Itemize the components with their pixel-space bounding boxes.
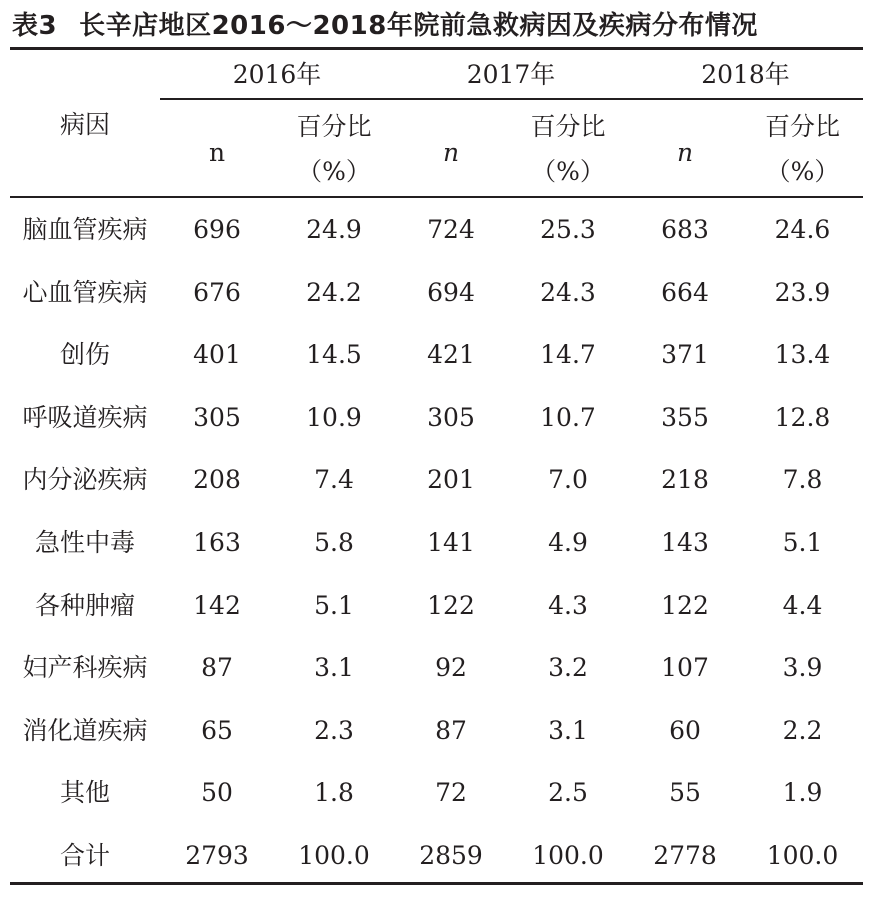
row-count-2017: 87	[435, 716, 467, 745]
header-n-2017: n	[442, 138, 460, 167]
row-cause: 其他	[59, 778, 110, 807]
row-percent-2016: 100.0	[298, 841, 370, 870]
row-percent-2018: 7.8	[782, 465, 823, 494]
header-percent-unit-2018: （%）	[765, 157, 840, 186]
row-count-2018: 143	[661, 528, 709, 557]
row-cause: 合计	[59, 841, 110, 870]
row-cause: 妇产科疾病	[22, 653, 148, 682]
row-count-2018: 683	[661, 215, 709, 244]
row-cause: 内分泌疾病	[22, 465, 148, 494]
row-count-2018: 60	[669, 716, 701, 745]
year-underline	[160, 98, 863, 100]
row-percent-2018: 24.6	[774, 215, 831, 244]
row-count-2017: 92	[435, 653, 467, 682]
row-count-2016: 163	[193, 528, 241, 557]
row-percent-2017: 4.9	[548, 528, 588, 557]
row-percent-2018: 13.4	[774, 340, 831, 369]
row-cause: 呼吸道疾病	[22, 403, 148, 432]
header-year-2016: 2016年	[232, 60, 322, 89]
row-percent-2017: 2.5	[548, 778, 588, 807]
top-rule	[10, 47, 863, 50]
header-n-2016: n	[208, 138, 226, 167]
row-percent-2018: 5.1	[782, 528, 823, 557]
row-percent-2016: 5.1	[314, 591, 354, 620]
row-count-2016: 142	[193, 591, 241, 620]
row-percent-2017: 7.0	[548, 465, 588, 494]
row-percent-2016: 2.3	[314, 716, 354, 745]
row-count-2017: 421	[427, 340, 475, 369]
row-percent-2018: 4.4	[782, 591, 823, 620]
header-bottom-rule	[10, 196, 863, 198]
row-count-2018: 122	[661, 591, 709, 620]
row-percent-2016: 3.1	[314, 653, 354, 682]
row-percent-2017: 4.3	[548, 591, 588, 620]
bottom-rule	[10, 882, 863, 885]
row-count-2017: 122	[427, 591, 475, 620]
row-cause: 创伤	[59, 340, 110, 369]
header-percent-2018: 百分比	[764, 112, 840, 141]
header-year-2018: 2018年	[701, 60, 790, 89]
row-percent-2017: 24.3	[540, 278, 596, 307]
row-percent-2016: 1.8	[314, 778, 354, 807]
row-percent-2018: 100.0	[766, 841, 839, 870]
row-percent-2016: 24.9	[306, 215, 362, 244]
row-count-2018: 371	[661, 340, 709, 369]
row-count-2017: 72	[435, 778, 467, 807]
row-percent-2016: 14.5	[306, 340, 362, 369]
row-percent-2016: 5.8	[314, 528, 354, 557]
row-percent-2016: 24.2	[306, 278, 362, 307]
row-percent-2017: 14.7	[540, 340, 596, 369]
row-count-2018: 55	[669, 778, 701, 807]
row-count-2017: 141	[427, 528, 475, 557]
row-percent-2018: 12.8	[774, 403, 831, 432]
header-percent-unit-2017: （%）	[531, 157, 605, 186]
header-percent-2016: 百分比	[296, 112, 372, 141]
row-percent-2018: 2.2	[782, 716, 823, 745]
table-title	[12, 8, 758, 44]
row-percent-2017: 10.7	[540, 403, 596, 432]
row-count-2016: 696	[193, 215, 241, 244]
row-count-2016: 208	[193, 465, 241, 494]
row-count-2016: 50	[201, 778, 233, 807]
row-count-2016: 401	[193, 340, 241, 369]
row-percent-2018: 1.9	[782, 778, 823, 807]
row-count-2018: 664	[661, 278, 709, 307]
header-year-2017: 2017年	[466, 60, 556, 89]
row-cause: 脑血管疾病	[22, 215, 148, 244]
row-count-2018: 107	[661, 653, 709, 682]
header-percent-2017: 百分比	[530, 112, 606, 141]
header-n-2018: n	[676, 138, 694, 167]
table-caption: 长辛店地区2016～2018年院前急救病因及疾病分布情况	[79, 11, 758, 41]
row-count-2016: 87	[201, 653, 233, 682]
row-cause: 消化道疾病	[22, 716, 148, 745]
row-percent-2017: 25.3	[540, 215, 596, 244]
row-count-2017: 694	[427, 278, 475, 307]
row-percent-2016: 7.4	[314, 465, 354, 494]
row-count-2016: 2793	[185, 841, 249, 870]
row-count-2017: 305	[427, 403, 475, 432]
header-percent-unit-2016: （%）	[297, 157, 371, 186]
header-cause: 病因	[59, 110, 110, 139]
row-count-2017: 2859	[419, 841, 483, 870]
row-count-2016: 676	[193, 278, 241, 307]
row-count-2018: 218	[661, 465, 709, 494]
row-count-2016: 65	[201, 716, 233, 745]
row-count-2017: 201	[427, 465, 475, 494]
row-percent-2018: 23.9	[774, 278, 831, 307]
row-percent-2017: 3.2	[548, 653, 588, 682]
row-percent-2018: 3.9	[782, 653, 823, 682]
row-percent-2017: 100.0	[532, 841, 604, 870]
row-count-2017: 724	[427, 215, 475, 244]
table-number: 表3	[12, 11, 58, 41]
row-percent-2016: 10.9	[306, 403, 362, 432]
row-cause: 心血管疾病	[22, 278, 148, 307]
row-count-2018: 355	[661, 403, 709, 432]
row-count-2018: 2778	[653, 841, 717, 870]
row-cause: 各种肿瘤	[34, 591, 135, 620]
row-cause: 急性中毒	[34, 528, 135, 557]
row-count-2016: 305	[193, 403, 241, 432]
row-percent-2017: 3.1	[548, 716, 588, 745]
